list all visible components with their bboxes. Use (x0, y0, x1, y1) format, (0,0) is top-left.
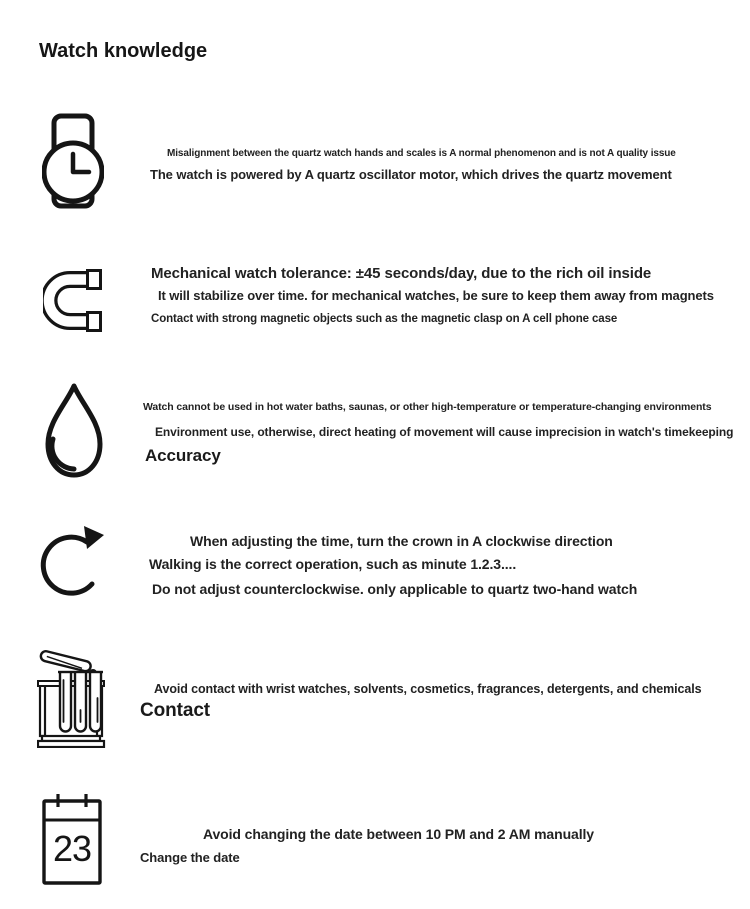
temperature-note: Environment use, otherwise, direct heating of movement will cause imprecision in watch's timekeeping (155, 425, 734, 439)
temperature-note-small: Watch cannot be used in hot water baths, saunas, or other high-temperature or temperature-changing environments (143, 401, 712, 413)
magnet-icon (43, 269, 105, 332)
change-date-heading: Change the date (140, 850, 240, 865)
contact-heading: Contact (140, 700, 211, 721)
magnet-note-small: Contact with strong magnetic objects such as the magnetic clasp on A cell phone case (151, 313, 618, 325)
accuracy-heading: Accuracy (145, 446, 221, 465)
crown-note-1: When adjusting the time, turn the crown in A clockwise direction (190, 533, 613, 549)
wristwatch-icon (42, 113, 104, 209)
chemical-note: Avoid contact with wrist watches, solvents, cosmetics, fragrances, detergents, and chemicals (154, 682, 702, 696)
crown-note-2: Walking is the correct operation, such as minute 1.2.3.... (149, 556, 517, 572)
date-note: Avoid changing the date between 10 PM and 2 AM manually (203, 826, 594, 842)
magnet-headline: Mechanical watch tolerance: ±45 seconds/day, due to the rich oil inside (151, 265, 652, 282)
magnet-note: It will stabilize over time. for mechanical watches, be sure to keep them away from magnets (158, 288, 714, 303)
quartz-note-main: The watch is powered by A quartz oscillator motor, which drives the quartz movement (150, 167, 672, 182)
quartz-note-small: Misalignment between the quartz watch hands and scales is A normal phenomenon and is not A quality issue (167, 148, 676, 159)
calendar-day-number: 23 (52, 828, 92, 869)
page-title: Watch knowledge (39, 40, 208, 62)
crown-note-3: Do not adjust counterclockwise. only applicable to quartz two-hand watch (152, 581, 638, 597)
test-tubes-icon (37, 648, 107, 748)
water-drop-icon (43, 381, 105, 479)
clockwise-arrow-icon (38, 518, 110, 604)
calendar-icon (41, 792, 103, 886)
